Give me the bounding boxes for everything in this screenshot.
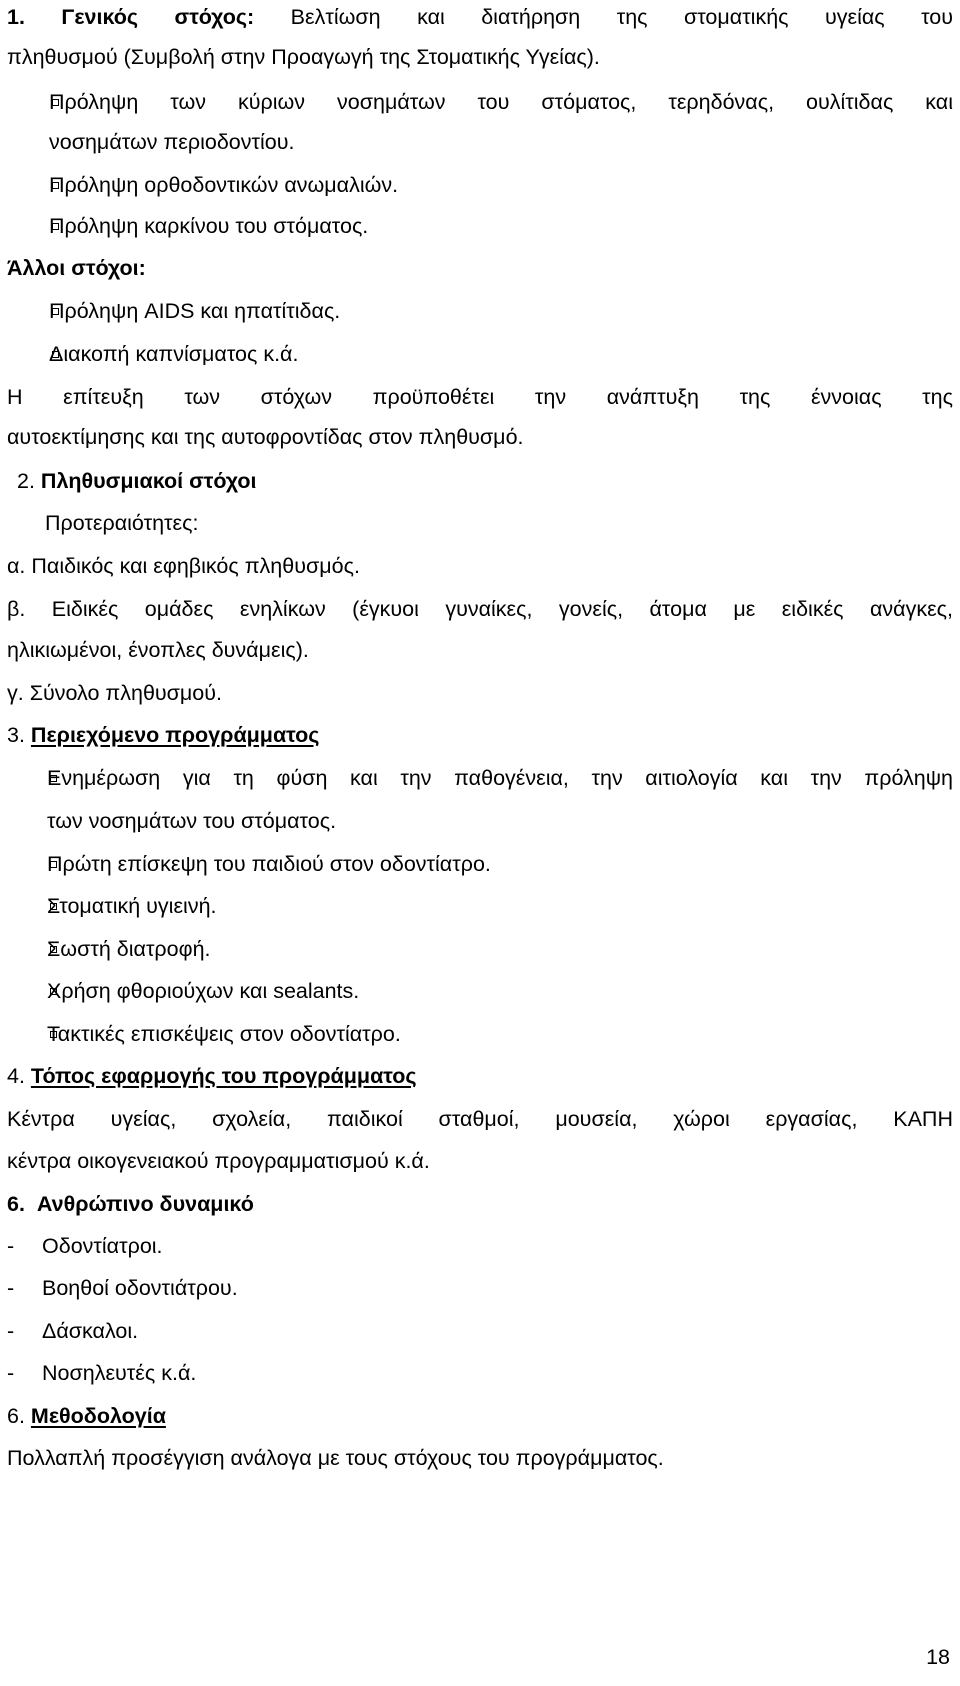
goal-note-line-1: Η επίτευξη των στόχων προϋποθέτει την ανάπτυξη της έννοιας της — [7, 385, 953, 409]
section-5-title: Ανθρώπινο δυναμικό — [36, 1192, 254, 1216]
general-goal-text: Βελτίωση και διατήρηση της στοματικής υγείας του — [290, 5, 953, 29]
section-2-title: Πληθυσμιακοί στόχοι — [40, 469, 257, 493]
section-5-number: 6. — [7, 1192, 25, 1216]
section-6-number: 6. — [7, 1404, 25, 1428]
section-6-title: Μεθοδολογία — [30, 1404, 166, 1428]
section-3-number: 3. — [7, 723, 25, 747]
section-3-heading — [7, 720, 953, 750]
section-6-heading — [7, 1401, 953, 1431]
dash-marker: - — [7, 1319, 15, 1343]
staff-item — [7, 1316, 953, 1346]
staff-item-text: Βοηθοί οδοντιάτρου. — [42, 1276, 238, 1300]
content-bullet: Ενημέρωση για τη φύση και την παθογένεια, την αιτιολογία και την πρόληψη — [47, 763, 953, 793]
page-number: 18 — [926, 1645, 950, 1669]
other-goals-heading: Άλλοι στόχοι: — [7, 256, 146, 280]
other-goal-bullet: Διακοπή καπνίσματος κ.ά. — [49, 339, 953, 369]
location-line-2: κέντρα οικογενειακού προγραμματισμού κ.ά. — [7, 1149, 430, 1173]
staff-item-text: Οδοντίατροι. — [42, 1234, 163, 1258]
staff-item — [7, 1231, 953, 1261]
section-2-number: 2. — [17, 469, 35, 493]
priority-item: γ. Σύνολο πληθυσμού. — [7, 681, 222, 705]
goal-line-1 — [7, 2, 953, 32]
content-bullet: Τακτικές επισκέψεις στον οδοντίατρο. — [47, 1019, 953, 1049]
content-bullet: Στοματική υγιεινή. — [47, 891, 953, 921]
content-bullet: Χρήση φθοριούχων και sealants. — [47, 976, 953, 1006]
general-goal-label: Γενικός στόχος: — [61, 5, 255, 29]
priorities-label: Προτεραιότητες: — [45, 511, 199, 535]
goal-note-line-2: αυτοεκτίμησης και της αυτοφροντίδας στον πληθυσμό. — [7, 425, 524, 449]
section-3-title: Περιεχόμενο προγράμματος — [30, 723, 320, 747]
location-line-1: Κέντρα υγείας, σχολεία, παιδικοί σταθμοί, μουσεία, χώροι εργασίας, ΚΑΠΗ — [7, 1107, 953, 1131]
goal-line-2: πληθυσμού (Συμβολή στην Προαγωγή της Στοματικής Υγείας). — [7, 45, 600, 69]
dash-marker: - — [7, 1234, 15, 1258]
goal-bullet-continuation: νοσημάτων περιοδοντίου. — [49, 130, 295, 154]
staff-item — [7, 1358, 953, 1388]
section-1-number: 1. — [7, 5, 25, 29]
section-2-heading — [17, 466, 953, 496]
goal-bullet: Πρόληψη καρκίνου του στόματος. — [49, 211, 953, 241]
staff-item-text: Δάσκαλοι. — [42, 1319, 139, 1343]
dash-marker: - — [7, 1276, 15, 1300]
content-bullet: Σωστή διατροφή. — [47, 934, 953, 964]
section-5-heading — [7, 1189, 953, 1219]
staff-item-text: Νοσηλευτές κ.ά. — [42, 1361, 197, 1385]
content-bullet-continuation: των νοσημάτων του στόματος. — [47, 809, 337, 833]
goal-bullet: Πρόληψη των κύριων νοσημάτων του στόματος, τερηδόνας, ουλίτιδας και — [49, 87, 953, 117]
section-4-number: 4. — [7, 1064, 25, 1088]
dash-marker: - — [7, 1361, 15, 1385]
section-4-heading — [7, 1061, 953, 1091]
section-4-title: Τόπος εφαρμογής του προγράμματος — [30, 1064, 417, 1088]
priority-item: β. Ειδικές ομάδες ενηλίκων (έγκυοι γυναίκες, γονείς, άτομα με ειδικές ανάγκες, — [7, 597, 953, 621]
methodology-text: Πολλαπλή προσέγγιση ανάλογα με τους στόχους του προγράμματος. — [7, 1446, 664, 1470]
priority-item-continuation: ηλικιωμένοι, ένοπλες δυνάμεις). — [7, 638, 309, 662]
staff-item — [7, 1273, 953, 1303]
other-goal-bullet: Πρόληψη AIDS και ηπατίτιδας. — [49, 296, 953, 326]
priority-item: α. Παιδικός και εφηβικός πληθυσμός. — [7, 554, 360, 578]
goal-bullet: Πρόληψη ορθοδοντικών ανωμαλιών. — [49, 170, 953, 200]
content-bullet: Πρώτη επίσκεψη του παιδιού στον οδοντίατρο. — [47, 849, 953, 879]
